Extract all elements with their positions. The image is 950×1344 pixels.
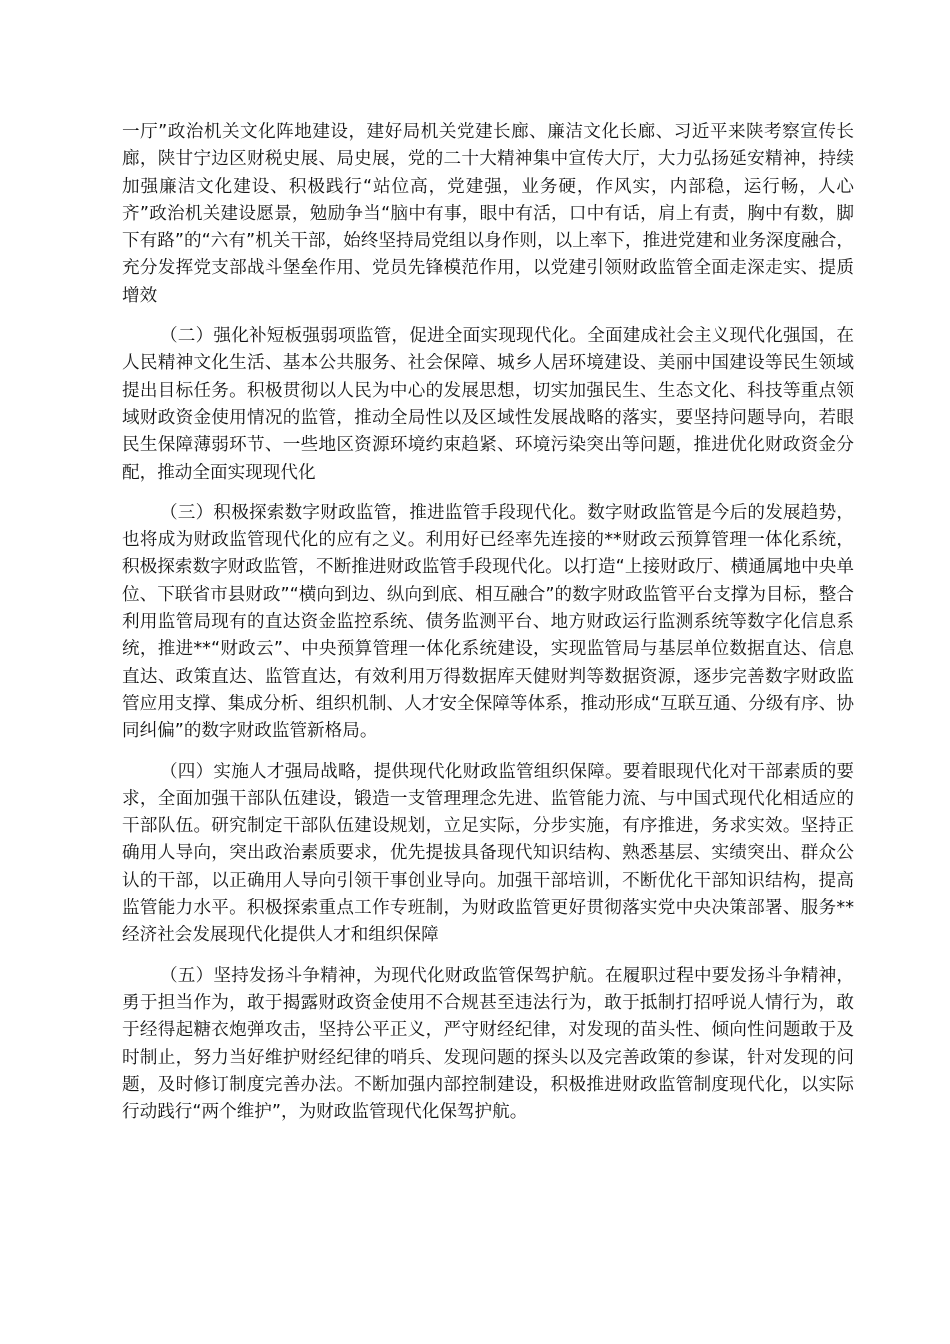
paragraph-section-2: （二）强化补短板强弱项监管，促进全面实现现代化。全面建成社会主义现代化强国，在人民精神文化生活、基本公共服务、社会保障、城乡人居环境建设、美丽中国建设等民生领域提出目标任务。积极贯彻以人民为中心的发展思想，切实加强民生、生态文化、科技等重点领域财政资金使用情况的监管，推动全局性以及区域性发展战略的落实，要坚持问题导向，若眼民生保障薄弱环节、一些地区资源环境约束趋紧、环境污染突出等问题，推进优化财政资金分配，推动全面实现现代化: [122, 326, 854, 483]
paragraph-section-4: （四）实施人才强局战略，提供现代化财政监管组织保障。要着眼现代化对干部素质的要求，全面加强干部队伍建设，锻造一支管理理念先进、监管能力流、与中国式现代化相适应的干部队伍。研究制定干部队伍建设规划，立足实际，分步实施，有序推进，务求实效。坚持正确用人导向，突出政治素质要求，优先提拔具备现代知识结构、熟悉基层、实绩突出、群众公认的干部，以正确用人导向引领干事创业导向。加强干部培训，不断优化干部知识结构，提高监管能力水平。积极探索重点工作专班制，为财政监管更好贯彻落实党中央决策部署、服务**经济社会发展现代化提供人才和组织保障: [122, 761, 854, 946]
paragraph-section-5: （五）坚持发扬斗争精神，为现代化财政监管保驾护航。在履职过程中要发扬斗争精神，勇于担当作为，敢于揭露财政资金使用不合规甚至违法行为，敢于抵制打招呼说人情行为，敢于经得起糖衣炮弹攻击，坚持公平正义，严守财经纪律，对发现的苗头性、倾向性问题敢于及时制止，努力当好维护财经纪律的哨兵、发现问题的探头以及完善政策的参谋，针对发现的问题，及时修订制度完善办法。不断加强内部控制建设，积极推进财政监管制度现代化，以实际行动践行“两个维护”，为财政监管现代化保驾护航。: [122, 965, 854, 1123]
paragraph-section-3: （三）积极探索数字财政监管，推进监管手段现代化。数字财政监管是今后的发展趋势，也将成为财政监管现代化的应有之义。利用好已经率先连接的**财政云预算管理一体化系统，积极探索数字财政监管，不断推进财政监管手段现代化。以打造“上接财政厅、横通属地中央单位、下联省市县财政”“横向到边、纵向到底、相互融合”的数字财政监管平台支撑为目标，整合利用监管局现有的直达资金监控系统、债务监测平台、地方财政运行监测系统等数字化信息系统，推进**“财政云”、中央预算管理一体化系统建设，实现监管局与基层单位数据直达、信息直达、政策直达、监管直达，有效利用万得数据库天健财判等数据资源，逐步完善数字财政监管应用支撑、集成分析、组织机制、人才安全保障等体系，推动形成“互联互通、分级有序、协同纠偏”的数字财政监管新格局。: [122, 502, 854, 742]
paragraph-continued: 一厅”政治机关文化阵地建设，建好局机关党建长廊、廉洁文化长廊、习近平来陕考察宣传长廊，陕甘宁边区财税史展、局史展，党的二十大精神集中宣传大厅，大力弘扬延安精神，持续加强廉洁文化建设、积极践行“站位高，党建强，业务硬，作风实，内部稳，运行畅，人心齐”政治机关建设愿景，勉励争当“脑中有事，眼中有活，口中有话，肩上有责，胸中有数，脚下有路”的“六有”机关干部，始终坚持局党组以身作则，以上率下，推进党建和业务深度融合，充分发挥党支部战斗堡垒作用、党员先锋模范作用，以党建引领财政监管全面走深走实、提质增效: [122, 122, 854, 306]
document-page: [122, 119, 854, 1139]
